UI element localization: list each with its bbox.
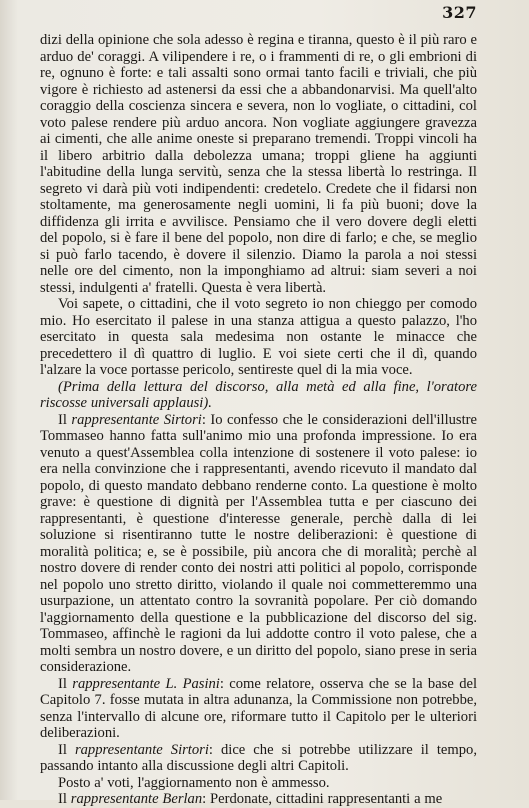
speaker-name: rappresentante Sirtori [74, 741, 209, 758]
paragraph-text: : dice che si potrebbe utilizzare il tempo, passando intanto alla discussione degli altri Capitoli. [40, 741, 477, 774]
paragraph-text: Il [58, 411, 72, 428]
paragraph [40, 296, 477, 379]
speaker-paragraph [40, 791, 477, 808]
paragraph-text: : Perdonate, cittadini rappresentanti a me [202, 791, 443, 807]
paragraph-text: Il [58, 675, 73, 692]
speaker-paragraph [40, 676, 477, 742]
speaker-name: rappresentante Berlan [70, 791, 203, 807]
paragraph-text: Il [58, 791, 71, 807]
body-text [40, 32, 477, 808]
paragraph-text: Il [58, 741, 75, 758]
speaker-name: rappresentante Sirtori [71, 411, 202, 428]
paragraph [40, 775, 477, 792]
applause-note [40, 379, 477, 412]
paragraph-text: : Io confesso che le considerazioni dell'illustre Tommaseo hanno fatta sull'animo mio una profonda impressione. Io era venuto a quest'Assemblea colla intenzione di sostenere il voto palese: io era nella convinzione che i rappresentanti, avendo ricevuto il mandato dal popolo, di questo mandato debbano renderne conto. La questione è molto grave: è questione di dignità per l'Assemblea tutta e per ciascuno dei rappresentanti, è questione d'interesse generale, perchè dalla di lei soluzione si risentiranno tutte le nostre deliberazioni: è questione di moralità politica; e, se è possibile, più ancora che di moralità; perchè al nostro dovere di render conto dei nostri atti politici al popolo, corrisponde nel popolo uno stretto diritto, violando il quale noi commetteremmo una usurpazione, un attentato contro la sovranità popolare. Per ciò domando l'aggiornamento della questione e la pubblicazione del discorso del sig. Tommaseo, affinchè le ragioni da lui addotte contro il voto palese, che a molti sembra un nostro dovere, e un diritto del popolo, siano prese in seria considerazione. [40, 411, 477, 675]
paragraph-text: Voi sapete, o cittadini, che il voto segreto io non chieggo per comodo mio. Ho esercitato il palese in una stanza attigua a questo palazzo, l'ho esercitato in questa sala medesima non ostante le minacce che precedettero il dì quattro di luglio. E voi siete certi che il dì, quando l'alzare la voce portasse pericolo, sentireste quel di la mia voce. [40, 296, 477, 378]
paragraph-text: : come relatore, osserva che se la base del Capitolo 7. fosse mutata in altra adunanza, la Commissione non potrebbe, senza l'intervallo di alcune ore, riformare tutto il Capitolo per le ulteriori deliberazioni. [40, 675, 478, 741]
page-number: 327 [442, 3, 477, 22]
paragraph-text: dizi della opinione che sola adesso è regina e tiranna, questo è il più raro e arduo de' coraggi. A vilipendere i re, o i frammenti di re, o gli embrioni di re, ognuno è forte: e tali assalti sono ormai tanto facili e triviali, che più vigore è richiesto ad astenersi da essi che a abbandonarvisi. Ma quell'alto coraggio della coscienza sincera e severa, non lo vogliate, o cittadini, col voto palese rendere più arduo ancora. Non vogliate aggiungere gravezza ai cimenti, che alle anime oneste si preparano tremendi. Troppi vincoli ha il libero arbitrio dalla debolezza umana; troppi gliene ha aggiunti l'abitudine della lunga servitù, senza che la stessa libertà lo restringa. Il segreto vi darà più voti indipendenti: credetelo. Credete che il fidarsi non stoltamente, ma generosamente negli uomini, li fa più buoni; dove la diffidenza gli irrita e avvilisce. Pensiamo che il vero dovere degli eletti del popolo, si è fare il bene del popolo, non dire di farlo; e che, se meglio si può farlo tacendo, è dovere il silenzio. Diamo la parola a noi stessi nelle ore del cimento, non la imponghiamo ad altrui: siam severi a noi stessi, indulgenti a' fratelli. Questa è vera libertà. [40, 32, 477, 296]
speaker-paragraph [40, 412, 477, 676]
speaker-paragraph [40, 742, 477, 775]
speaker-name: rappresentante L. Pasini [72, 675, 220, 692]
paragraph [40, 32, 477, 296]
paragraph-text: (Prima della lettura del discorso, alla metà ed alla fine, l'oratore riscosse universali applausi). [40, 378, 477, 411]
paragraph-text: Posto a' voti, l'aggiornamento non è ammesso. [58, 774, 330, 791]
